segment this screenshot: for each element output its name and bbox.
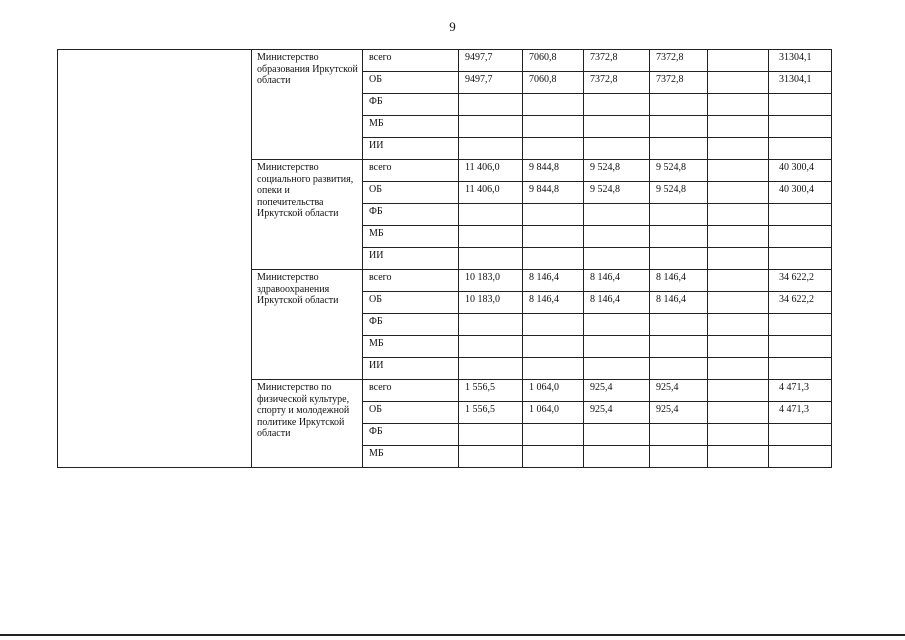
year-value-cell: 8 146,4 <box>650 292 708 314</box>
funding-source-cell: ИИ <box>363 248 459 270</box>
year-value-cell: 1 556,5 <box>459 402 523 424</box>
year-value-cell: 8 146,4 <box>523 292 584 314</box>
year-value-cell <box>523 248 584 270</box>
total-value-cell: 34 622,2 <box>769 292 832 314</box>
total-value-cell <box>769 226 832 248</box>
ministry-name-cell: Министерство социального развития, опеки и попечительства Иркутской области <box>252 160 363 270</box>
year-value-cell <box>708 358 769 380</box>
year-value-cell <box>523 336 584 358</box>
year-value-cell: 7060,8 <box>523 72 584 94</box>
year-value-cell <box>650 314 708 336</box>
total-value-cell <box>769 116 832 138</box>
year-value-cell <box>650 358 708 380</box>
year-value-cell <box>708 292 769 314</box>
year-value-cell <box>708 94 769 116</box>
year-value-cell: 1 064,0 <box>523 402 584 424</box>
funding-source-cell: ОБ <box>363 402 459 424</box>
year-value-cell <box>650 116 708 138</box>
year-value-cell <box>584 358 650 380</box>
year-value-cell <box>708 424 769 446</box>
funding-source-cell: ФБ <box>363 94 459 116</box>
year-value-cell: 8 146,4 <box>584 292 650 314</box>
year-value-cell: 7372,8 <box>584 72 650 94</box>
year-value-cell: 11 406,0 <box>459 182 523 204</box>
funding-source-cell: всего <box>363 160 459 182</box>
year-value-cell: 7372,8 <box>650 50 708 72</box>
year-value-cell <box>708 72 769 94</box>
funding-source-cell: ОБ <box>363 72 459 94</box>
ministry-name-cell: Министерство по физической культуре, спорту и молодежной политике Иркутской области <box>252 380 363 468</box>
total-value-cell: 34 622,2 <box>769 270 832 292</box>
year-value-cell: 9 524,8 <box>584 182 650 204</box>
year-value-cell <box>584 314 650 336</box>
funding-table <box>57 49 832 468</box>
year-value-cell: 9497,7 <box>459 50 523 72</box>
year-value-cell <box>650 138 708 160</box>
funding-source-cell: ОБ <box>363 182 459 204</box>
total-value-cell <box>769 358 832 380</box>
year-value-cell <box>523 358 584 380</box>
year-value-cell: 10 183,0 <box>459 270 523 292</box>
year-value-cell <box>584 248 650 270</box>
year-value-cell <box>523 138 584 160</box>
total-value-cell <box>769 204 832 226</box>
year-value-cell <box>523 424 584 446</box>
blank-column-cell <box>58 50 252 468</box>
year-value-cell <box>708 204 769 226</box>
year-value-cell <box>650 336 708 358</box>
year-value-cell <box>459 314 523 336</box>
year-value-cell <box>650 248 708 270</box>
year-value-cell <box>523 94 584 116</box>
year-value-cell <box>584 204 650 226</box>
year-value-cell <box>459 248 523 270</box>
year-value-cell: 925,4 <box>650 402 708 424</box>
table-body <box>58 50 832 468</box>
year-value-cell <box>708 226 769 248</box>
year-value-cell: 925,4 <box>584 402 650 424</box>
ministry-name-cell: Министерство образования Иркутской области <box>252 50 363 160</box>
year-value-cell: 7372,8 <box>584 50 650 72</box>
year-value-cell: 7060,8 <box>523 50 584 72</box>
total-value-cell: 31304,1 <box>769 72 832 94</box>
year-value-cell <box>523 446 584 468</box>
year-value-cell <box>584 424 650 446</box>
funding-source-cell: МБ <box>363 446 459 468</box>
year-value-cell <box>459 204 523 226</box>
year-value-cell: 1 556,5 <box>459 380 523 402</box>
year-value-cell <box>459 446 523 468</box>
year-value-cell: 9 844,8 <box>523 182 584 204</box>
year-value-cell <box>584 336 650 358</box>
funding-source-cell: МБ <box>363 226 459 248</box>
year-value-cell <box>459 358 523 380</box>
year-value-cell: 8 146,4 <box>650 270 708 292</box>
funding-source-cell: всего <box>363 380 459 402</box>
year-value-cell: 9497,7 <box>459 72 523 94</box>
total-value-cell <box>769 424 832 446</box>
total-value-cell <box>769 446 832 468</box>
funding-source-cell: всего <box>363 270 459 292</box>
year-value-cell <box>523 226 584 248</box>
year-value-cell: 9 524,8 <box>650 160 708 182</box>
total-value-cell <box>769 138 832 160</box>
year-value-cell <box>584 446 650 468</box>
funding-source-cell: ОБ <box>363 292 459 314</box>
funding-source-cell: ИИ <box>363 358 459 380</box>
page-bottom-border <box>0 634 905 636</box>
funding-source-cell: ФБ <box>363 204 459 226</box>
year-value-cell <box>708 138 769 160</box>
total-value-cell: 40 300,4 <box>769 182 832 204</box>
year-value-cell <box>708 446 769 468</box>
year-value-cell <box>650 446 708 468</box>
total-value-cell: 4 471,3 <box>769 402 832 424</box>
year-value-cell: 925,4 <box>584 380 650 402</box>
year-value-cell <box>708 402 769 424</box>
total-value-cell: 40 300,4 <box>769 160 832 182</box>
funding-source-cell: ФБ <box>363 424 459 446</box>
year-value-cell <box>459 138 523 160</box>
year-value-cell: 1 064,0 <box>523 380 584 402</box>
year-value-cell <box>708 314 769 336</box>
year-value-cell <box>708 248 769 270</box>
funding-source-cell: ИИ <box>363 138 459 160</box>
total-value-cell <box>769 248 832 270</box>
year-value-cell <box>650 204 708 226</box>
year-value-cell: 8 146,4 <box>523 270 584 292</box>
year-value-cell <box>459 226 523 248</box>
total-value-cell <box>769 314 832 336</box>
year-value-cell <box>584 138 650 160</box>
year-value-cell: 8 146,4 <box>584 270 650 292</box>
year-value-cell <box>708 160 769 182</box>
year-value-cell: 10 183,0 <box>459 292 523 314</box>
year-value-cell <box>459 116 523 138</box>
year-value-cell <box>708 182 769 204</box>
year-value-cell <box>584 226 650 248</box>
year-value-cell <box>523 204 584 226</box>
ministry-name-cell: Министерство здравоохранения Иркутской области <box>252 270 363 380</box>
year-value-cell <box>523 314 584 336</box>
table-row <box>58 50 832 72</box>
total-value-cell <box>769 336 832 358</box>
year-value-cell <box>650 226 708 248</box>
year-value-cell <box>650 424 708 446</box>
year-value-cell: 9 524,8 <box>650 182 708 204</box>
year-value-cell: 7372,8 <box>650 72 708 94</box>
year-value-cell <box>650 94 708 116</box>
year-value-cell <box>708 116 769 138</box>
year-value-cell <box>584 116 650 138</box>
year-value-cell <box>459 336 523 358</box>
year-value-cell <box>584 94 650 116</box>
year-value-cell <box>708 270 769 292</box>
year-value-cell <box>708 336 769 358</box>
funding-source-cell: МБ <box>363 336 459 358</box>
year-value-cell: 9 524,8 <box>584 160 650 182</box>
funding-source-cell: МБ <box>363 116 459 138</box>
year-value-cell <box>708 50 769 72</box>
total-value-cell: 4 471,3 <box>769 380 832 402</box>
funding-source-cell: всего <box>363 50 459 72</box>
funding-source-cell: ФБ <box>363 314 459 336</box>
page-number: 9 <box>449 19 456 34</box>
total-value-cell: 31304,1 <box>769 50 832 72</box>
year-value-cell <box>708 380 769 402</box>
year-value-cell: 11 406,0 <box>459 160 523 182</box>
year-value-cell: 925,4 <box>650 380 708 402</box>
year-value-cell: 9 844,8 <box>523 160 584 182</box>
year-value-cell <box>523 116 584 138</box>
total-value-cell <box>769 94 832 116</box>
year-value-cell <box>459 94 523 116</box>
year-value-cell <box>459 424 523 446</box>
